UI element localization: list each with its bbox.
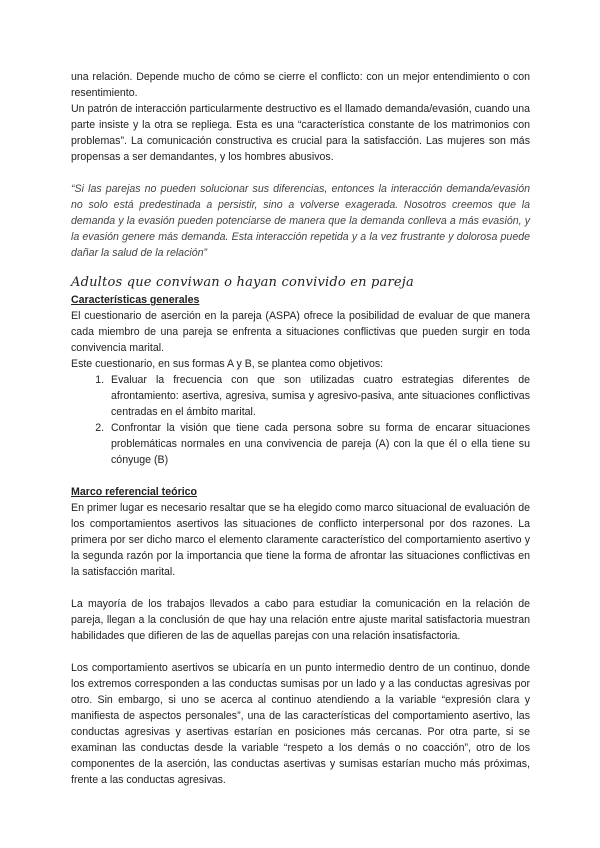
spacer	[71, 165, 530, 181]
spacer	[71, 261, 530, 269]
spacer	[71, 468, 530, 484]
document-body	[71, 69, 530, 788]
subsection-title: Características generales	[71, 294, 200, 306]
paragraph: La mayoría de los trabajos llevados a cabo para estudiar la comunicación en la relación de pareja, llegan a la conclusión de que hay una relación entre ajuste marital satisfactoria muestran habilidades que difieren de las de aquellas parejas con una relación insatisfactoria.	[71, 598, 530, 642]
paragraph: Este cuestionario, en sus formas A y B, se plantea como objetivos:	[71, 358, 384, 370]
spacer	[71, 580, 530, 596]
paragraph: Un patrón de interacción particularmente destructivo es el llamado demanda/evasión, cuando una parte insiste y la otra se repliega. Esta es una “característica constante de los matrimonios con problemas”. La comunicación constructiva es crucial para la satisfacción. Las mujeres son más propensas a ser demandantes, y los hombres abusivos.	[71, 103, 530, 163]
block-quote: “Si las parejas no pueden solucionar sus diferencias, entonces la interacción demanda/evasión no solo está predestinada a persistir, sino a volverse exagerada. Nosotros creemos que la demanda y la evasión pueden potenciarse de manera que la demanda conlleva a más evasión, y la evasión genere más demanda. Esta interacción repetida y a la vez frustrante y dolorosa puede dañar la salud de la relación”	[71, 183, 530, 259]
paragraph: una relación. Depende mucho de cómo se cierre el conflicto: con un mejor entendimiento o con resentimiento.	[71, 71, 530, 99]
paragraph: El cuestionario de aserción en la pareja (ASPA) ofrece la posibilidad de evaluar de que manera cada miembro de una pareja se enfrenta a situaciones conflictivas que pueden surgir en toda convivencia marital.	[71, 310, 530, 354]
list-item: 2. Confrontar la visión que tiene cada persona sobre su forma de encarar situaciones problemáticas normales en una convivencia de pareja (A) con la que él o ella tiene su cónyuge (B)	[107, 420, 530, 468]
spacer	[71, 644, 530, 660]
section-heading: Adultos que conviwan o hayan convivido en pareja	[71, 275, 414, 290]
objectives-list	[71, 372, 530, 468]
list-item: 1. Evaluar la frecuencia con que son utilizadas cuatro estrategias diferentes de afrontamiento: asertiva, agresiva, sumisa y agresivo-pasiva, ante situaciones conflictivas centradas en el ámbito marital.	[107, 372, 530, 420]
paragraph: Los comportamiento asertivos se ubicaría en un punto intermedio dentro de un continuo, donde los extremos corresponden a las conductas sumisas por un lado y a las conductas agresivas por otro. Sin embargo, si uno se acerca al continuo atendiendo a la variable “expresión clara y manifiesta de aspectos personales”, una de las características del comportamiento asertivo, las conductas agresivas y asertivas estarían en posiciones más cercanas. Por otra parte, si se examinan las conductas desde la variable “respeto a los demás o no coacción”, otro de los componentes de la aserción, las conductas asertivas y sumisas estarían mucho más próximas, frente a las conductas agresivas.	[71, 662, 530, 786]
subsection-title: Marco referencial teórico	[71, 486, 197, 498]
paragraph: En primer lugar es necesario resaltar que se ha elegido como marco situacional de evaluación de los comportamientos asertivos las situaciones de conflicto interpersonal por dos razones. La primera por ser dicho marco el elemento claramente característico del comportamiento asertivo y la segunda razón por la importancia que tiene la forma de afrontar las situaciones conflictivas en la satisfacción marital.	[71, 502, 530, 578]
